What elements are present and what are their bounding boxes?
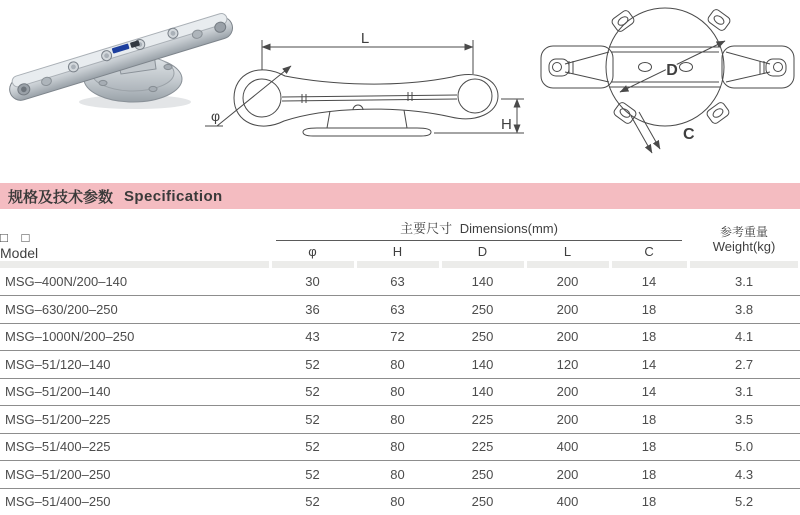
label-C: C — [683, 126, 695, 143]
col-header-c: C — [644, 243, 654, 259]
label-D: D — [666, 62, 678, 79]
value-cell: 43 — [305, 329, 320, 345]
label-H: H — [501, 116, 512, 133]
value-cell: 4.1 — [734, 329, 754, 345]
value-cell: 250 — [471, 466, 494, 482]
col-header-l: L — [563, 243, 572, 259]
value-cell: 400 — [556, 439, 579, 455]
value-cell: 18 — [641, 439, 657, 455]
value-cell: 52 — [305, 439, 320, 455]
value-cell: 250 — [471, 494, 494, 509]
value-cell: 140 — [471, 274, 494, 289]
model-cell: MSG–51/200–250 — [5, 466, 111, 482]
value-cell: 52 — [305, 384, 320, 400]
model-cell: MSG–51/200–140 — [5, 384, 111, 400]
pedestal-base — [303, 110, 431, 136]
value-cell: 14 — [641, 384, 657, 400]
value-cell: 80 — [390, 466, 405, 482]
value-cell: 3.1 — [734, 384, 754, 400]
model-column-header — [0, 218, 270, 261]
spec-table — [0, 218, 800, 515]
value-cell: 80 — [390, 384, 405, 400]
value-cell: 30 — [305, 274, 320, 289]
left-arm — [541, 46, 613, 88]
value-cell: 72 — [390, 329, 405, 345]
value-cell: 5.0 — [734, 439, 754, 455]
value-cell: 80 — [390, 494, 405, 509]
value-cell: 52 — [305, 494, 320, 509]
value-cell: 52 — [305, 411, 320, 427]
value-cell: 18 — [641, 411, 657, 427]
table-row — [0, 406, 800, 434]
header-separator-band — [0, 261, 800, 268]
value-cell: 52 — [305, 356, 320, 372]
model-cell: MSG–51/200–225 — [5, 411, 111, 427]
model-header-missing-glyphs: □ □ — [0, 230, 35, 245]
value-cell: 250 — [471, 301, 494, 317]
model-cell: MSG–630/200–250 — [5, 301, 118, 317]
value-cell: 80 — [390, 356, 405, 372]
section-title-en: Specification — [124, 187, 223, 205]
dimensions-header-en: Dimensions(mm) — [459, 221, 558, 236]
value-cell: 120 — [556, 356, 579, 372]
col-header-h: H — [392, 243, 403, 259]
dimensions-group-header — [270, 218, 688, 241]
value-cell: 200 — [556, 384, 579, 400]
corner-lug — [611, 9, 636, 33]
value-cell: 18 — [641, 301, 657, 317]
corner-lug — [706, 101, 731, 125]
table-row — [0, 461, 800, 489]
table-row — [0, 323, 800, 351]
value-cell: 200 — [556, 274, 579, 289]
dimensions-header-zh: 主要尺寸 — [400, 221, 453, 236]
value-cell: 400 — [556, 494, 579, 509]
value-cell: 3.8 — [734, 301, 754, 317]
value-cell: 18 — [641, 329, 657, 345]
value-cell: 3.5 — [734, 411, 754, 427]
right-arm — [722, 46, 794, 88]
value-cell: 14 — [641, 274, 657, 289]
weight-header-en: Weight(kg) — [712, 239, 776, 254]
table-row — [0, 268, 800, 296]
value-cell: 2.7 — [734, 356, 754, 372]
value-cell: 200 — [556, 411, 579, 427]
value-cell: 80 — [390, 439, 405, 455]
value-cell: 200 — [556, 301, 579, 317]
col-header-phi: φ — [308, 243, 317, 259]
value-cell: 14 — [641, 356, 657, 372]
table-row — [0, 488, 800, 515]
table-row — [0, 378, 800, 406]
value-cell: 140 — [471, 356, 494, 372]
value-cell: 18 — [641, 466, 657, 482]
model-cell: MSG–400N/200–140 — [5, 274, 128, 289]
label-phi: φ — [211, 108, 221, 124]
model-cell: MSG–1000N/200–250 — [5, 329, 135, 345]
corner-lug — [707, 8, 732, 32]
value-cell: 3.1 — [734, 274, 754, 289]
model-header-label: Model — [0, 245, 39, 261]
table-row — [0, 351, 800, 379]
col-header-d: D — [477, 243, 488, 259]
cleat-side-outline — [234, 70, 498, 126]
value-cell: 250 — [471, 329, 494, 345]
cross-bar — [609, 47, 721, 87]
model-cell: MSG–51/120–140 — [5, 356, 111, 372]
value-cell: 225 — [471, 439, 494, 455]
model-cell: MSG–51/400–250 — [5, 494, 111, 509]
weight-header-zh: 参考重量 — [720, 225, 769, 239]
value-cell: 80 — [390, 411, 405, 427]
value-cell: 63 — [390, 301, 405, 317]
label-L: L — [360, 30, 370, 47]
value-cell: 18 — [641, 494, 657, 509]
value-cell: 52 — [305, 466, 320, 482]
top-view-drawing — [535, 0, 800, 165]
value-cell: 36 — [305, 301, 320, 317]
weight-column-header — [688, 218, 800, 261]
value-cell: 63 — [390, 274, 405, 289]
value-cell: 200 — [556, 466, 579, 482]
value-cell: 200 — [556, 329, 579, 345]
table-row — [0, 433, 800, 461]
model-cell: MSG–51/400–225 — [5, 439, 111, 455]
side-view-drawing — [205, 10, 530, 160]
value-cell: 225 — [471, 411, 494, 427]
value-cell: 140 — [471, 384, 494, 400]
section-header-bar — [0, 183, 800, 209]
section-title-zh: 规格及技术参数 — [8, 188, 114, 206]
table-row — [0, 296, 800, 324]
value-cell: 5.2 — [734, 494, 754, 509]
value-cell: 4.3 — [734, 466, 754, 482]
